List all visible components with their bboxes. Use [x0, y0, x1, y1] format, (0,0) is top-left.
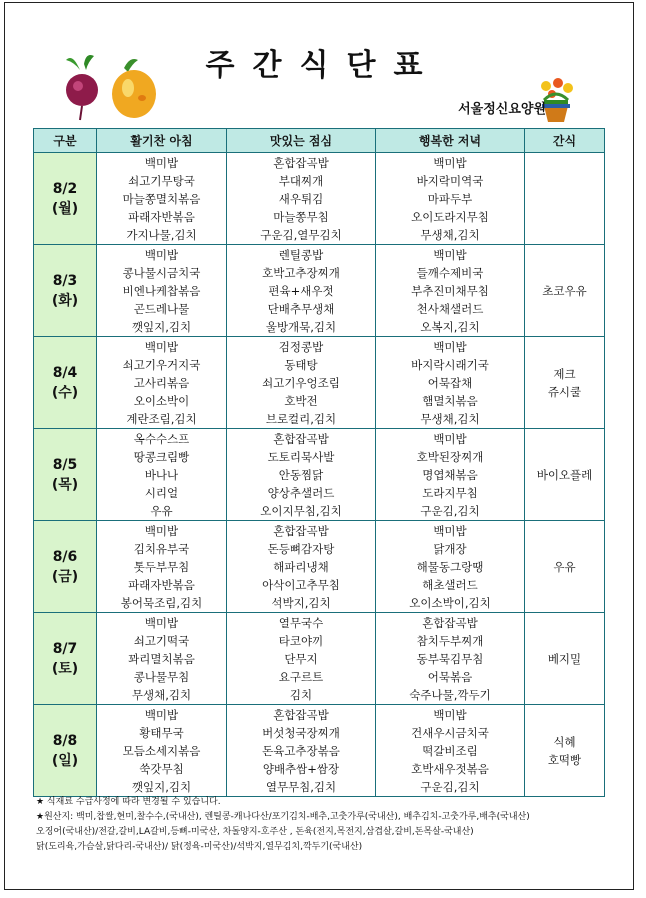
lunch-cell [227, 337, 376, 429]
dinner-item: 명엽채볶음 [422, 467, 478, 482]
lunch-cell [227, 429, 376, 521]
breakfast-cell [97, 613, 227, 705]
breakfast-item: 옥수수스프 [133, 431, 190, 446]
breakfast-item: 무생채,김치 [131, 687, 192, 702]
lunch-item: 호박전 [284, 393, 318, 408]
dinner-item: 마파두부 [427, 191, 473, 206]
day-of-week: (목) [51, 476, 79, 493]
breakfast-item: 곤드레나물 [133, 301, 190, 316]
snack-item: 초코우유 [542, 283, 587, 298]
note-line: ★ 식재료 수급사정에 따라 변경될 수 있습니다. [36, 797, 221, 807]
dinner-item: 떡갈비조림 [422, 743, 478, 758]
note-line: ★원산지: 백미,찹쌀,현미,찰수수,(국내산), 렌틸콩-캐나다산/포기김치-배추,고춧가루(국내산), 배추김치-고춧가루,배추(국내산) [36, 812, 530, 822]
snack-item: 제크 [553, 366, 576, 381]
breakfast-item: 황태무국 [139, 725, 184, 740]
lunch-item: 김치 [289, 687, 313, 702]
breakfast-item: 비엔나케찹볶음 [122, 283, 201, 298]
snack-item: 식혜 [553, 734, 576, 749]
dinner-cell [376, 337, 525, 429]
day-date: 8/6 [52, 548, 78, 565]
lunch-cell [227, 153, 376, 245]
breakfast-item: 고사리볶음 [133, 375, 190, 390]
breakfast-item: 시리얼 [144, 485, 179, 500]
breakfast-item: 가지나물,김치 [126, 227, 197, 242]
lunch-item: 울방개묵,김치 [265, 319, 337, 334]
breakfast-item: 봉어묵조림,김치 [120, 595, 203, 610]
lunch-item: 새우튀김 [278, 191, 324, 206]
day-date: 8/2 [52, 180, 78, 197]
lunch-cell [227, 705, 376, 797]
menu-day-row [34, 613, 605, 705]
lunch-item: 마늘쫑무침 [273, 209, 329, 224]
menu-day-row [34, 153, 605, 245]
dinner-item: 동부묵김무침 [416, 651, 484, 666]
snack-item: 쥬시쿨 [547, 384, 582, 399]
dinner-item: 햄멸치볶음 [422, 393, 478, 408]
dinner-cell [376, 613, 525, 705]
day-of-week: (화) [51, 292, 79, 309]
lunch-item: 혼합잡곡밥 [273, 155, 329, 170]
lunch-item: 단무지 [284, 651, 318, 666]
day-date: 8/4 [52, 364, 78, 381]
dinner-item: 참치두부찌개 [416, 633, 484, 648]
breakfast-item: 톳두부무침 [133, 559, 190, 574]
breakfast-cell [97, 705, 227, 797]
breakfast-item: 마늘쫑멸치볶음 [122, 191, 201, 206]
breakfast-item: 콩나물무침 [133, 669, 190, 684]
lunch-item: 석박지,김치 [271, 595, 331, 610]
snack-cell [525, 521, 605, 613]
day-of-week: (일) [51, 752, 79, 769]
lunch-item: 호박고추장찌개 [262, 265, 340, 280]
dinner-item: 무생채,김치 [420, 411, 480, 426]
dinner-item: 백미밥 [433, 247, 467, 262]
day-of-week: (월) [51, 200, 79, 217]
day-date-cell [34, 153, 97, 245]
breakfast-cell [97, 521, 227, 613]
snack-cell [525, 153, 605, 245]
breakfast-item: 백미밥 [144, 615, 179, 630]
day-date: 8/3 [52, 272, 78, 289]
dinner-item: 호박새우젓볶음 [411, 761, 489, 776]
breakfast-item: 파래자반볶음 [128, 577, 195, 592]
header-row [34, 129, 605, 153]
day-date: 8/8 [52, 732, 78, 749]
day-date: 8/5 [52, 456, 78, 473]
day-date: 8/7 [52, 640, 78, 657]
breakfast-item: 백미밥 [144, 247, 179, 262]
dinner-item: 구운김,김치 [420, 779, 480, 794]
lunch-item: 렌틸콩밥 [278, 247, 324, 262]
breakfast-item: 쑥갓무침 [139, 761, 184, 776]
dinner-item: 무생채,김치 [420, 227, 480, 242]
dinner-item: 닭개장 [433, 541, 467, 556]
breakfast-cell [97, 429, 227, 521]
lunch-item: 브로컬리,김치 [265, 411, 337, 426]
dinner-cell [376, 521, 525, 613]
lunch-item: 양배추쌈+쌈장 [262, 761, 340, 776]
day-of-week: (수) [51, 384, 79, 401]
lunch-cell [227, 613, 376, 705]
lunch-item: 열무국수 [278, 615, 324, 630]
lunch-item: 돈육고추장볶음 [262, 743, 340, 758]
dinner-item: 도라지무침 [422, 485, 478, 500]
dinner-item: 들깨수제비국 [416, 265, 484, 280]
lunch-item: 해파리냉채 [273, 559, 329, 574]
lunch-item: 도토리묵사발 [267, 449, 335, 464]
lunch-item: 요구르트 [278, 669, 324, 684]
breakfast-item: 김치유부국 [133, 541, 190, 556]
breakfast-item: 쇠고기떡국 [133, 633, 190, 648]
snack-cell [525, 613, 605, 705]
dinner-item: 해물동그랑땡 [416, 559, 484, 574]
organization-name: 서울정신요양원 [458, 102, 546, 117]
dinner-cell [376, 429, 525, 521]
lunch-item: 혼합잡곡밥 [273, 523, 329, 538]
lunch-item: 타코야끼 [278, 633, 324, 648]
breakfast-item: 바나나 [144, 467, 179, 482]
lunch-item: 쇠고기우엉조림 [262, 375, 340, 390]
breakfast-item: 쇠고기무탕국 [128, 173, 195, 188]
dinner-item: 부추진미채무침 [411, 283, 489, 298]
snack-item: 바이오플레 [536, 467, 593, 482]
dinner-item: 숙주나물,깍두기 [409, 687, 491, 702]
snack-item: 호떡빵 [547, 752, 582, 767]
lunch-item: 혼합잡곡밥 [273, 431, 329, 446]
header-snack: 간식 [525, 129, 605, 153]
day-of-week: (금) [51, 568, 79, 585]
dinner-item: 어묵잡채 [427, 375, 473, 390]
dinner-item: 오이소박이,김치 [409, 595, 491, 610]
menu-day-row [34, 705, 605, 797]
dinner-item: 오복지,김치 [420, 319, 480, 334]
page-title: 주간식단표 [205, 48, 441, 83]
breakfast-item: 쇠고기우거지국 [122, 357, 201, 372]
breakfast-item: 백미밥 [144, 155, 179, 170]
menu-day-row [34, 429, 605, 521]
day-date-cell [34, 245, 97, 337]
note-line: 닭(도리육,가슴살,닭다리-국내산)/ 닭(정육-미국산)/석박지,열무김치,깍두기(국내산) [36, 842, 363, 852]
dinner-item: 바지락시래기국 [411, 357, 489, 372]
day-date-cell [34, 521, 97, 613]
breakfast-item: 계란조림,김치 [126, 411, 197, 426]
snack-cell [525, 705, 605, 797]
lunch-item: 단배추무생채 [267, 301, 335, 316]
breakfast-cell [97, 337, 227, 429]
snack-cell [525, 245, 605, 337]
breakfast-item: 오이소박이 [133, 393, 190, 408]
menu-day-row [34, 521, 605, 613]
lunch-item: 부대찌개 [278, 173, 324, 188]
breakfast-item: 백미밥 [144, 523, 179, 538]
breakfast-item: 땅콩크림빵 [133, 449, 190, 464]
day-date-cell [34, 613, 97, 705]
day-date-cell [34, 429, 97, 521]
breakfast-item: 파래자반볶음 [128, 209, 195, 224]
snack-cell [525, 429, 605, 521]
dinner-item: 건새우시금치국 [411, 725, 489, 740]
breakfast-item: 콩나물시금치국 [122, 265, 201, 280]
header-lunch: 맛있는 점심 [227, 129, 376, 153]
lunch-item: 편육+새우젓 [268, 283, 334, 298]
dinner-item: 바지락미역국 [416, 173, 484, 188]
weekly-menu-table [33, 128, 605, 797]
lunch-item: 혼합잡곡밥 [273, 707, 329, 722]
dinner-cell [376, 705, 525, 797]
lunch-item: 아삭이고추무침 [262, 577, 340, 592]
dinner-item: 천사채샐러드 [416, 301, 484, 316]
note-line: 오징어(국내산)/전갈,갈비,LA갈비,등뼈-미국산, 차돌양지-호주산 , 돈육(전지,목전지,삼겹살,갈비,돈목살-국내산) [36, 827, 474, 837]
dinner-item: 백미밥 [433, 707, 467, 722]
snack-cell [525, 337, 605, 429]
breakfast-item: 깻잎지,김치 [131, 779, 192, 794]
dinner-item: 오이도라지무침 [411, 209, 489, 224]
dinner-item: 구운김,김치 [420, 503, 480, 518]
snack-item: 우유 [553, 559, 576, 574]
breakfast-item: 깻잎지,김치 [131, 319, 192, 334]
breakfast-item: 백미밥 [144, 707, 179, 722]
day-date-cell [34, 337, 97, 429]
breakfast-cell [97, 245, 227, 337]
lunch-item: 오이지무침,김치 [260, 503, 342, 518]
day-of-week: (토) [51, 660, 79, 677]
dinner-item: 호박된장찌개 [416, 449, 484, 464]
dinner-cell [376, 153, 525, 245]
dinner-item: 해초샐러드 [422, 577, 478, 592]
lunch-item: 열무무침,김치 [265, 779, 337, 794]
lunch-item: 동태탕 [284, 357, 318, 372]
menu-day-row [34, 245, 605, 337]
dinner-item: 어묵볶음 [427, 669, 473, 684]
breakfast-item: 우유 [150, 503, 173, 518]
lunch-item: 버섯청국장찌개 [262, 725, 340, 740]
lunch-cell [227, 245, 376, 337]
lunch-item: 구운김,열무김치 [260, 227, 342, 242]
breakfast-item: 모듬소세지볶음 [122, 743, 201, 758]
lunch-item: 양상추샐러드 [267, 485, 335, 500]
breakfast-item: 백미밥 [144, 339, 179, 354]
dinner-cell [376, 245, 525, 337]
dinner-item: 백미밥 [433, 431, 467, 446]
dinner-item: 백미밥 [433, 339, 467, 354]
dinner-item: 백미밥 [433, 155, 467, 170]
day-date-cell [34, 705, 97, 797]
header-breakfast: 활기찬 아침 [97, 129, 227, 153]
lunch-item: 안동찜닭 [278, 467, 324, 482]
header-category: 구분 [34, 129, 97, 153]
header-dinner: 행복한 저녁 [376, 129, 525, 153]
breakfast-item: 꽈리멸치볶음 [128, 651, 195, 666]
lunch-cell [227, 521, 376, 613]
lunch-item: 돈등뼈감자탕 [267, 541, 335, 556]
dinner-item: 백미밥 [433, 523, 467, 538]
menu-day-row [34, 337, 605, 429]
lunch-item: 검정콩밥 [278, 339, 324, 354]
snack-item: 베지밀 [547, 651, 582, 666]
breakfast-cell [97, 153, 227, 245]
notes [36, 795, 616, 855]
dinner-item: 혼합잡곡밥 [422, 615, 478, 630]
